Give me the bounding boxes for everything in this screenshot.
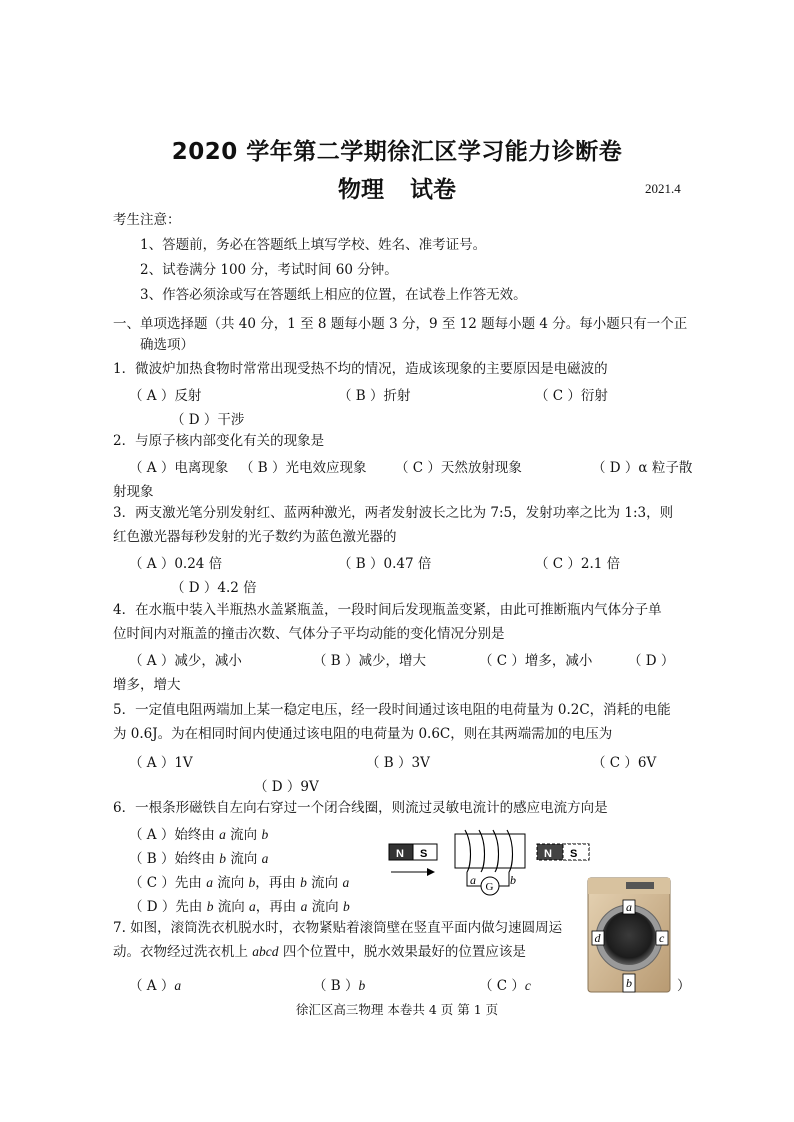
lead-label-a: a — [470, 873, 476, 887]
q6-coil-figure — [385, 826, 595, 902]
q4-option-b: （ B ）减少，增大 — [313, 653, 427, 669]
q3-option-d: （ D ）4.2 倍 — [171, 580, 257, 596]
q5-stem-2: 为 0.6J。为在相同时间内使通过该电阻的电荷量为 0.6C，则在其两端需加的电压为 — [113, 726, 613, 742]
subject-label: 物理 — [338, 177, 384, 203]
q3-option-c: （ C ）2.1 倍 — [535, 556, 621, 572]
notice-heading: 考生注意： — [113, 212, 181, 228]
q7-stem-1: 7. 如图，滚筒洗衣机脱水时，衣物紧贴着滚筒壁在竖直平面内做匀速圆周运 — [113, 920, 563, 936]
page-footer: 徐汇区高三物理 本卷共 4 页 第 1 页 — [295, 1002, 499, 1017]
q7-washing-machine-figure — [586, 876, 672, 994]
q2-option-c: （ C ）天然放射现象 — [395, 460, 522, 476]
q2-option-a: （ A ）电离现象 — [129, 460, 229, 476]
exam-date: 2021.4 — [645, 181, 681, 196]
lead-label-b: b — [510, 873, 516, 887]
position-d-label: d — [594, 931, 601, 945]
q2-option-b: （ B ）光电效应现象 — [240, 460, 367, 476]
drum-door — [602, 911, 656, 965]
q6-option-d: （ D ）先由 b 流向 a，再由 a 流向 b — [129, 899, 350, 915]
q1-stem: 1．微波炉加热食物时常常出现受热不均的情况，造成该现象的主要原因是电磁波的 — [113, 361, 608, 377]
q4-option-c: （ C ）增多，减小 — [479, 653, 593, 669]
q4-stem-1: 4．在水瓶中装入半瓶热水盖紧瓶盖，一段时间后发现瓶盖变紧，由此可推断瓶内气体分子单 — [113, 602, 662, 618]
q7-option-c: （ C ）c — [479, 978, 531, 994]
notice-item-1: 1、答题前，务必在答题纸上填写学校、姓名、准考证号。 — [140, 237, 487, 253]
q2-stem: 2．与原子核内部变化有关的现象是 — [113, 433, 325, 449]
q5-stem-1: 5．一定值电阻两端加上某一稳定电压，经一段时间通过该电阻的电荷量为 0.2C，消耗的电能 — [113, 702, 671, 718]
control-display — [626, 882, 654, 889]
position-c-label: c — [659, 931, 665, 945]
q6-option-a: （ A ）始终由 a 流向 b — [129, 827, 269, 843]
coil-turns — [465, 830, 513, 872]
ghost-s-label: S — [570, 848, 578, 860]
q7-option-b: （ B ）b — [313, 978, 366, 994]
q3-stem-1: 3．两支激光笔分别发射红、蓝两种激光，两者发射波长之比为 7:5，发射功率之比为 1:3，则 — [113, 505, 674, 521]
q7-option-a: （ A ）a — [129, 978, 182, 994]
magnet-n-label: N — [396, 848, 404, 860]
q4-option-a: （ A ）减少，减小 — [129, 653, 242, 669]
motion-arrow-head — [427, 868, 435, 876]
q4-option-d: （ D ） — [628, 653, 675, 669]
coil-lead-right — [499, 872, 509, 886]
q2-option-d-cont: 射现象 — [113, 484, 154, 500]
coil-frame — [455, 834, 525, 868]
q5-option-b: （ B ）3V — [366, 755, 430, 771]
q5-option-d: （ D ）9V — [254, 779, 319, 795]
q6-stem: 6．一根条形磁铁自左向右穿过一个闭合线圈，则流过灵敏电流计的感应电流方向是 — [113, 800, 608, 816]
ghost-n-label: N — [544, 848, 552, 860]
q7-stem-2: 动。衣物经过洗衣机上 abcd 四个位置中，脱水效果最好的位置应该是 — [113, 944, 526, 960]
q3-stem-2: 红色激光器每秒发射的光子数约为蓝色激光器的 — [113, 529, 397, 545]
section-heading: 一、单项选择题（共 40 分，1 至 8 题每小题 3 分，9 至 12 题每小题 4 分。每小题只有一个正 — [113, 316, 688, 332]
q1-option-c: （ C ）衍射 — [535, 388, 608, 404]
q6-option-c: （ C ）先由 a 流向 b，再由 b 流向 a — [129, 875, 350, 891]
galvanometer-label: G — [485, 881, 494, 893]
q1-option-d: （ D ）干涉 — [171, 412, 245, 428]
paper-label: 试卷 — [410, 177, 456, 203]
magnet-s-label: S — [420, 848, 428, 860]
q7-option-d-tail: ） — [677, 978, 691, 994]
q1-option-a: （ A ）反射 — [129, 388, 202, 404]
exam-title: 2020 学年第二学期徐汇区学习能力诊断卷 — [171, 139, 623, 165]
q3-option-b: （ B ）0.47 倍 — [338, 556, 432, 572]
position-a-label: a — [626, 900, 632, 914]
notice-item-3: 3、作答必须涂或写在答题纸上相应的位置，在试卷上作答无效。 — [140, 287, 527, 303]
q2-option-d: （ D ）α 粒子散 — [592, 460, 693, 476]
q4-option-d-cont: 增多，增大 — [113, 677, 181, 693]
q5-option-c: （ C ）6V — [592, 755, 657, 771]
position-b-label: b — [626, 976, 632, 990]
q5-option-a: （ A ）1V — [129, 755, 193, 771]
q6-option-b: （ B ）始终由 b 流向 a — [129, 851, 269, 867]
q3-option-a: （ A ）0.24 倍 — [129, 556, 223, 572]
section-heading-cont: 确选项） — [140, 337, 194, 353]
q1-option-b: （ B ）折射 — [338, 388, 411, 404]
notice-item-2: 2、试卷满分 100 分，考试时间 60 分钟。 — [140, 262, 398, 278]
q4-stem-2: 位时间内对瓶盖的撞击次数、气体分子平均动能的变化情况分别是 — [113, 626, 505, 642]
